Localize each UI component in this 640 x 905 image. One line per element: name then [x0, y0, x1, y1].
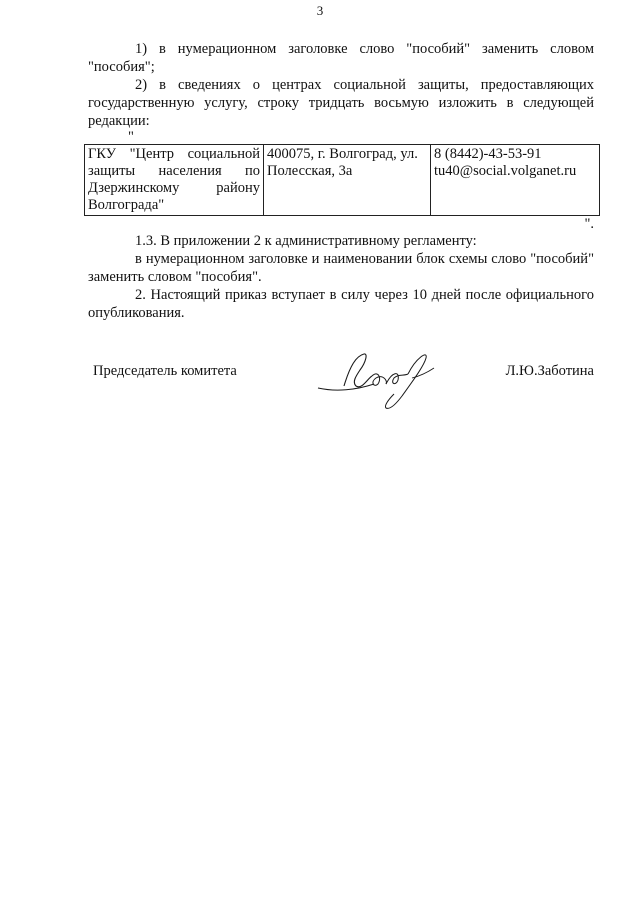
signatory-title: Председатель комитета: [93, 363, 237, 379]
paragraph-effective-date: 2. Настоящий приказ вступает в силу через 10 дней после официального опубликования.: [88, 287, 594, 321]
signature-block: [93, 360, 594, 420]
paragraph-item-1: 1) в нумерационном заголовке слово "пособий" заменить словом "пособия";: [88, 41, 594, 75]
center-contacts-cell: [431, 145, 600, 216]
center-name-cell: ГКУ "Центр социальной защиты населения по Дзержинскому району Волгограда": [85, 145, 264, 216]
quote-close-mark: ".: [584, 216, 594, 232]
document-body: [88, 40, 594, 322]
signatory-name: Л.Ю.Заботина: [505, 363, 594, 379]
paragraph-1-3: 1.3. В приложении 2 к административному регламенту:: [135, 233, 477, 249]
center-contacts-text: 8 (8442)-43-53-91 tu40@social.volganet.ru: [434, 146, 577, 179]
paragraph-item-2: 2) в сведениях о центрах социальной защиты, предоставляющих государственную услугу, строку тридцать восьмую изложить в следующей редакции:: [88, 77, 594, 129]
center-address-cell: 400075, г. Волгоград, ул. Полесская, 3а: [264, 145, 431, 216]
social-centers-table: [84, 144, 600, 216]
table-row: [85, 145, 600, 216]
paragraph-block-scheme: в нумерационном заголовке и наименовании блок схемы слово "пособий" заменить словом "пособия".: [88, 251, 594, 285]
quote-open-mark: ": [128, 129, 134, 145]
handwritten-signature: [316, 348, 451, 414]
page-number: 3: [316, 3, 324, 18]
